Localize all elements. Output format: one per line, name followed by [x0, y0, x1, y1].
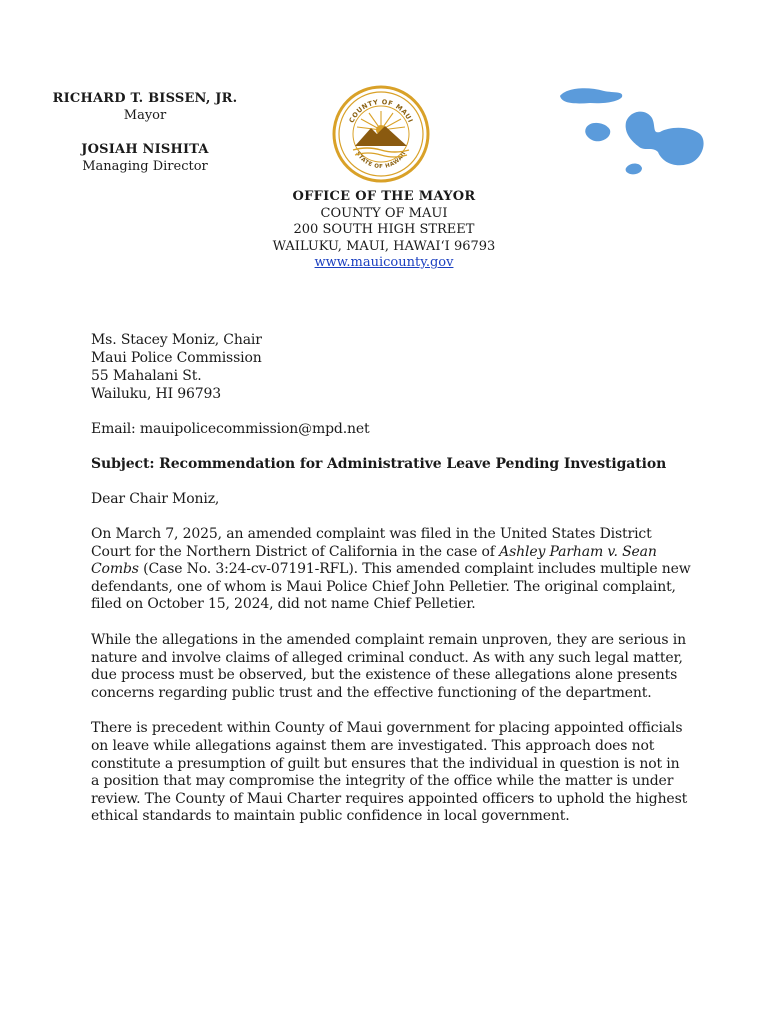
office-website-link[interactable]: www.mauicounty.gov	[314, 255, 454, 270]
seal-bottom-text: STATE OF HAWAII	[354, 150, 408, 171]
recipient-address	[91, 331, 691, 403]
paragraph-1	[91, 526, 691, 614]
paragraph-1-part-b: (Case No. 3:24-cv-07191-RFL). This amended complaint includes multiple new defendants, one of whom is Maui Police Chief John Pelletier. The original complaint, filed on October 15, 2024, did not name Chief Pelletier.	[91, 561, 691, 613]
director-name: JOSIAH NISHITA	[81, 142, 209, 157]
recipient-line-4: Wailuku, HI 96793	[91, 386, 222, 402]
paragraph-1-part-a: On March 7, 2025, an amended complaint was filed in the United States District Court for the Northern District of California in the case of	[91, 526, 652, 560]
recipient-line-2: Maui Police Commission	[91, 350, 262, 366]
case-name: Ashley Parham v. Sean Combs	[91, 543, 657, 578]
officials-block	[40, 91, 250, 175]
recipient-line-3: 55 Mahalani St.	[91, 368, 202, 384]
recipient-line-1: Ms. Stacey Moniz, Chair	[91, 332, 262, 348]
mayor-name: RICHARD T. BISSEN, JR.	[52, 91, 238, 106]
recipient-email: Email: mauipolicecommission@mpd.net	[91, 421, 370, 437]
office-street: 200 SOUTH HIGH STREET	[293, 222, 475, 237]
maui-islands-map-icon	[552, 82, 708, 182]
director-title: Managing Director	[82, 159, 208, 174]
seal-top-text: COUNTY OF MAUI	[347, 97, 415, 125]
salutation: Dear Chair Moniz,	[91, 491, 220, 507]
county-seal-icon	[331, 84, 431, 184]
paragraph-2: While the allegations in the amended complaint remain unproven, they are serious in nature and involve claims of alleged criminal conduct. As with any such legal matter, due process must be observed, but the existence of these allegations alone presents concerns regarding public trust and the effective functioning of the department.	[91, 631, 686, 701]
office-title: OFFICE OF THE MAYOR	[292, 189, 476, 204]
office-city: WAILUKU, MAUI, HAWAIʻI 96793	[272, 238, 496, 254]
office-address-block	[234, 189, 534, 272]
office-county: COUNTY OF MAUI	[320, 205, 448, 221]
letter-body	[91, 331, 691, 826]
paragraph-3: There is precedent within County of Maui government for placing appointed officials on leave while allegations against them are investigated. This approach does not constitute a presumption of guilt but ensures that the individual in question is not in a position that may compromise the integrity of the office while the matter is under review. The County of Maui Charter requires appointed officers to uphold the highest ethical standards to maintain public confidence in local government.	[91, 720, 688, 825]
subject-line: Subject: Recommendation for Administrative Leave Pending Investigation	[91, 456, 667, 472]
mayor-title: Mayor	[123, 108, 167, 123]
